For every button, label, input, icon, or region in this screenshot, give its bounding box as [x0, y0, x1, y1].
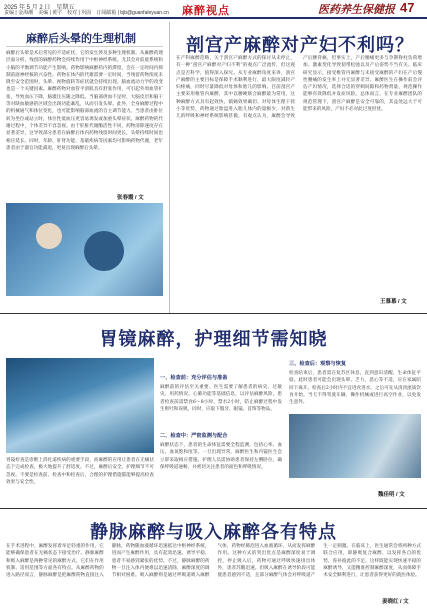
- column-divider: [169, 22, 170, 314]
- page-header: [0, 0, 427, 16]
- article3-intro: 胃镜检查是诊断上消化道疾病的重要手段，而麻醉的应用让患者在无痛状态下完成检查，极大地提升了舒适度。不过，麻醉后安全、护理细节不可忽视。不要是检查前、检查中和检查后，合理的护理措施都能够提高检查效果与安全性。: [6, 458, 154, 485]
- article3-s1-body: 麻醉前的评估至关重要。医生需要了解患者的病史、过敏史、用药情况、心肺功能等基础信息，以评估麻醉风险。患者检查前需禁食6～8小时、禁水2小时，防止麻醉过程中发生呕吐和误吸。同时，应取下假牙、眼镜、首饰等物品。: [160, 385, 282, 412]
- section-title: 麻醉视点: [182, 5, 230, 17]
- article2-author: 王慕慕 / 文: [380, 299, 407, 305]
- article4-body: 在手术进程中，麻醉发挥着举足轻重的作用，它能够确保患者在无痛状态下接受治疗。静脉麻醉和吸入麻醉是两种常见的麻醉方式，它们在作用机制、适用范围等方面各有特点。从麻醉药物的进入路径而言，静脉麻醉是把麻醉药物直接注入静脉，药物随血液循环迅速抵达中枢神经系统，进而产生麻醉作用，具有起效迅速、诱导平稳、患者不易感到紧张的优势。不过，静脉麻醉的药物一旦注入体内便难以迅速清除，麻醉深度的调节相对困难。吸入麻醉则是通过呼吸道吸入麻醉气体，药物经肺泡进入血液循环，从而发挥麻醉作用。这种方式的突出优点是麻醉深度易于调控，停止吸入后，药物可通过呼吸快速排出体外，患者苏醒迅速。但吸入麻醉在诱导阶段可能使患者感到不适，且部分麻醉气体会对呼吸道产生一定刺激。在临床上，医生通常会将两种方式联合应用，即静吸复合麻醉，以发挥各自的优势，弥补彼此的不足。这样既能实现快速平稳的麻醉诱导，又能精准控制麻醉深度，从而保障手术安全顺利进行，让患者获得更好的就医体验。: [6, 544, 421, 579]
- face-shape: [36, 223, 62, 249]
- article1-body: 麻醉后头晕是术后常见的不适症状，它的发生涉及多种生理机制。从麻醉药理层面分析，残留的麻醉药物会持续作用于中枢神经系统。尤其会对前庭系统和小脑的平衡调节功能产生影响。药物影响麻醉药内的滞留，会在一定时间内抑制前庭神经核的兴奋性。药物在体内的代谢需要一定时间，当残留药物浓度未降至安全范围时，头晕、视物旋转等症状就会持续出现。脑血流动力学的改变也是一个关键因素。麻醉药物对血管平滑肌具有舒张作用，可引起外周血管扩张，导致血压下降，脑灌注压随之降低。当脑部供血不足时，大脑皮层和脑干等对缺血敏感的区域会出现功能紊乱，从而引发头晕。此外，全身麻醉过程中的机械通气和体位变化，也可能影响脑部血流的自主调节能力。当患者由卧位转为坐位或站立时，体位性低血压更容易诱发或加重头晕症状。麻醉药物的代谢过程中，个体差异不容忽视。由于肝脏代谢酶活性不同，药物清除速度存在显著差异，这导致部分患者在麻醉后体内药物残留时间更长，头晕持续时间也相应延长。同时，年龄、肝肾功能、基础疾病等因素均可影响药物代谢，老年患者由于器官功能减退，更易出现麻醉后头晕。: [6, 51, 163, 151]
- section-rule-2: [0, 508, 427, 509]
- article4-title: 静脉麻醉与吸入麻醉各有特点: [90, 522, 337, 543]
- cap-shape: [84, 231, 124, 271]
- article3-author: 魏佳明 / 文: [378, 492, 405, 498]
- article3-title: 胃镜麻醉，护理细节需知晓: [99, 329, 328, 350]
- article3-s2-heading: 二、检查中：严密监测与配合: [160, 433, 228, 439]
- article3-s3-heading: 三、检查后：观察与恢复: [289, 361, 347, 367]
- issue-date: 2025 年 5 月 2 日 星期五: [4, 5, 75, 11]
- editor-line: 责编 | 金海潮 美编 | 黄宇 校对 | 巩固 订阅邮箱 | bjb@guanfaleyuan.cn: [4, 10, 169, 16]
- page-number: 47: [400, 0, 415, 15]
- article1-author: 张春霞 / 文: [117, 195, 144, 201]
- article2-title: 剖宫产麻醉对产妇不利吗？: [186, 35, 414, 56]
- article3-s3-body: 检查结束后，患者需在复苏区休息，直到意识清醒、生命体征平稳。此时患者可能会出现头晕、乏力、恶心等不适，应在家属陪同下离开。检查后2小时内不宜进食进水，之后可先从清淡流质饮食开始。当天不得驾驶车辆、操作机械或进行高空作业，以免发生意外。: [289, 371, 421, 406]
- article3-s1-heading: 一、检查前：充分评估与准备: [160, 375, 228, 381]
- recovery-photo: [289, 414, 421, 478]
- divider: [6, 46, 163, 47]
- article4-author: 姜晓红 / 文: [382, 599, 409, 605]
- article2-body: 在产科麻醉范畴，关于剖宫产麻醉方式的探讨从未停止，有一种“剖宫产麻醉对产妇不利”的观点广泛流传，但这观点是否科学，值得深入探究。从专业麻醉角度来讲，剖宫产麻醉的主要目标是保障手术顺利进行，最大限度减轻产妇疼痛，同时尽量降低对母体和胎儿的影响。目前剖宫产主要采用椎管内麻醉，其中以腰硬联合麻醉最为常用。这种麻醉方式具有起效快、镇痛效果确切、对母体生理干扰小等优势，药物通过胎盘进入胎儿体内的量极少，对新生儿的呼吸和神经系统影响甚微。有观点认为，麻醉会导致产后腰背痛，但事实上，产后腰痛更多与孕期脊柱负荷增加、激素变化导致韧带松弛以及产后姿势不当有关。临床研究显示，接受椎管内麻醉与未接受麻醉的产妇在产后慢性腰痛的发生率上并无显著差异。麻醉医生在操作前会评估产妇情况，选择合适的穿刺间隙和药物剂量，规范操作能够有效降低并发症风险。总体而言，在专业麻醉团队的规范管理下，剖宫产麻醉是安全可靠的，其益处远大于可能带来的风险，产妇不必对此过度担忧。: [176, 56, 422, 120]
- endoscopy-photo: [6, 358, 154, 453]
- article3-s2-body: 麻醉状态下，患者的生命体征需要全程监测，包括心率、血压、血氧饱和度等。一旦出现异常，麻醉医生和内镜医生会立即采取相应措施。护理人员需协助患者保持左侧卧位，确保呼吸道通畅，并密切关注患者的面色和呼吸情况。: [160, 443, 282, 470]
- surgery-photo: [6, 203, 163, 296]
- article1-title: 麻醉后头晕的生理机制: [26, 32, 136, 45]
- header-rule: [0, 17, 427, 19]
- newspaper-name: 医药养生保健报: [318, 4, 395, 16]
- section-rule: [0, 313, 427, 314]
